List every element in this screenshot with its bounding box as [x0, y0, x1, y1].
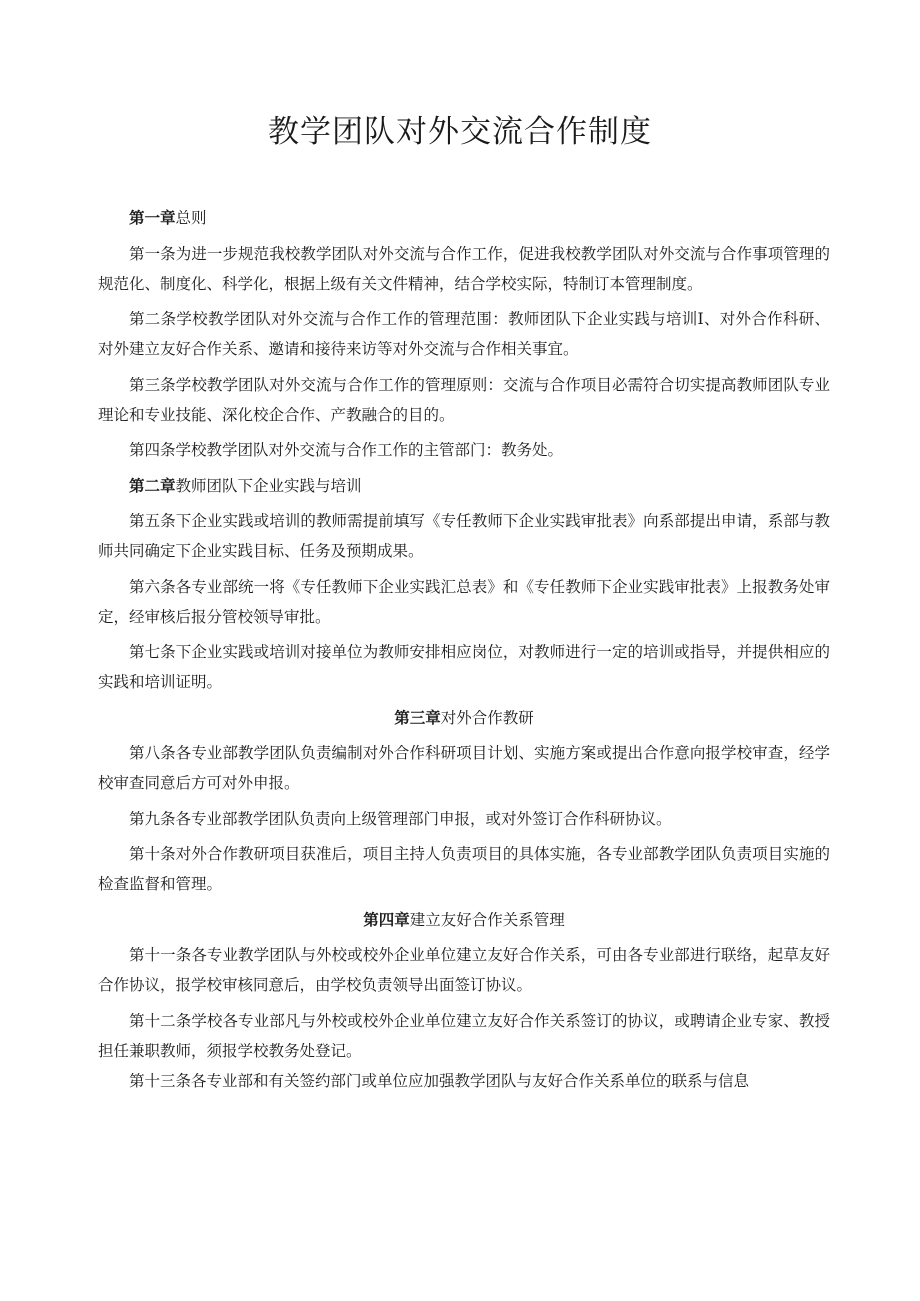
article-paragraph: 第八条各专业部教学团队负责编制对外合作科研项目计划、实施方案或提出合作意向报学校审查，经学校审查同意后方可对外申报。	[98, 744, 830, 792]
article-paragraph: 第一条为进一步规范我校教学团队对外交流与合作工作，促进我校教学团队对外交流与合作事项管理的规范化、制度化、科学化，根据上级有关文件精神，结合学校实际，特制订本管理制度。	[98, 244, 830, 293]
chapter-heading	[98, 203, 830, 233]
article-paragraph: 第九条各专业部教学团队负责向上级管理部门申报，或对外签订合作科研协议。	[129, 809, 672, 828]
article-paragraph: 第二条学校教学团队对外交流与合作工作的管理范围：教师团队下企业实践与培训Ⅰ、对外合作科研、对外建立友好合作关系、邀请和接待来访等对外交流与合作相关事宜。	[98, 310, 830, 358]
chapter-number: 第三章	[394, 708, 441, 727]
chapter-title: 教师团队下企业实践与培训	[175, 476, 362, 495]
chapter-title: 对外合作教研	[440, 708, 534, 727]
article-paragraph: 第十二条学校各专业部凡与外校或校外企业单位建立友好合作关系签订的协议，或聘请企业专家、教授担任兼职教师，须报学校教务处登记。	[98, 1011, 830, 1060]
document-title: 教学团队对外交流合作制度	[268, 114, 652, 150]
chapter-number: 第一章	[129, 209, 176, 227]
chapter-title: 总则	[175, 209, 207, 227]
article-paragraph: 第十条对外合作教研项目获准后，项目主持人负责项目的具体实施，各专业部教学团队负责项目实施的检查监督和管理。	[98, 845, 830, 893]
chapter-number: 第二章	[129, 476, 176, 495]
article-paragraph: 第十一条各专业教学团队与外校或校外企业单位建立友好合作关系，可由各专业部进行联络，起草友好合作协议，报学校审核同意后，由学校负责领导出面签订协议。	[98, 946, 830, 994]
chapter-number: 第四章	[363, 910, 410, 929]
chapter-heading	[98, 471, 830, 501]
article-paragraph: 第七条下企业实践或培训对接单位为教师安排相应岗位，对教师进行一定的培训或指导，并提供相应的实践和培训证明。	[98, 643, 830, 691]
chapter-title: 建立友好合作关系管理	[409, 910, 565, 929]
article-paragraph: 第五条下企业实践或培训的教师需提前填写《专任教师下企业实践审批表》向系部提出申请，系部与教师共同确定下企业实践目标、任务及预期成果。	[98, 512, 830, 560]
chapter-heading	[98, 905, 830, 935]
chapter-heading	[98, 703, 830, 733]
article-paragraph: 第三条学校教学团队对外交流与合作工作的管理原则：交流与合作项目必需符合切实提高教师团队专业理论和专业技能、深化校企合作、产教融合的目的。	[98, 375, 830, 424]
document-body	[98, 203, 830, 1101]
article-paragraph: 第十三条各专业部和有关签约部门或单位应加强教学团队与友好合作关系单位的联系与信息	[129, 1071, 750, 1090]
article-paragraph: 第四条学校教学团队对外交流与合作工作的主管部门：教务处。	[129, 441, 564, 459]
article-paragraph: 第六条各专业部统一将《专任教师下企业实践汇总表》和《专任教师下企业实践审批表》上报教务处审定，经审核后报分管校领导审批。	[98, 577, 830, 626]
